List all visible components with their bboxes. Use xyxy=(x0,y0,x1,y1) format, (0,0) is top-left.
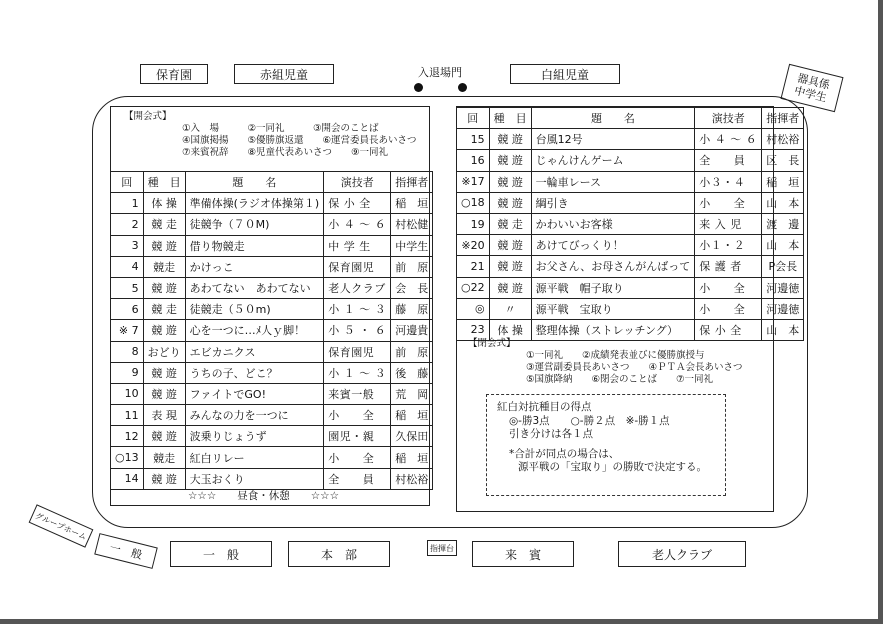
event-title: 綱引き xyxy=(531,192,695,213)
event-title: 紅白リレー xyxy=(185,447,324,468)
header-title: 題 名 xyxy=(185,172,324,193)
closing-line-1: ①一同礼 ②成績発表並びに優勝旗授与 xyxy=(526,350,705,361)
left-program-table xyxy=(110,171,433,490)
table-row xyxy=(111,214,433,235)
event-title: うちの子、どこ？ xyxy=(185,362,324,383)
table-row xyxy=(111,320,433,341)
event-kind: 競走 xyxy=(143,256,185,277)
event-kind: 競 走 xyxy=(143,214,185,235)
row-number: 4 xyxy=(111,256,144,277)
performers: 小 全 xyxy=(324,447,391,468)
row-number: ※20 xyxy=(457,235,490,256)
performers: 小１・２ xyxy=(695,235,762,256)
event-kind: 競 遊 xyxy=(489,150,531,171)
event-title: 借り物競走 xyxy=(185,235,324,256)
performers: 小 １ ～ ３ xyxy=(324,299,391,320)
table-row xyxy=(111,235,433,256)
event-title: 一輪車レース xyxy=(531,171,695,192)
row-number: 12 xyxy=(111,426,144,447)
event-kind: 競 遊 xyxy=(143,383,185,404)
event-title: かけっこ xyxy=(185,256,324,277)
opening-ceremony xyxy=(124,111,417,159)
event-title: あけてびっくり！ xyxy=(531,235,695,256)
table-row xyxy=(457,235,804,256)
scoring-line-3: 引き分けは各１点 xyxy=(509,428,593,440)
white-team-label: 白組児童 xyxy=(540,67,589,82)
performers: 園児・親 xyxy=(324,426,391,447)
event-title: 準備体操(ラジオ体操第１) xyxy=(185,193,324,214)
opening-line-2: ④国旗掲揚 ⑤優勝旗返還 ⑥運営委員長あいさつ xyxy=(182,135,417,146)
event-kind: 競 遊 xyxy=(489,171,531,192)
scoring-line-6: 源平戦の「宝取り」の勝敗で決定する。 xyxy=(497,461,707,473)
event-kind: 競 遊 xyxy=(143,277,185,298)
headquarters-label: 本 部 xyxy=(320,547,357,562)
table-row xyxy=(457,150,804,171)
leader: 稲 垣 xyxy=(391,193,433,214)
performers: 保 護 者 xyxy=(695,256,762,277)
header-no: 回 xyxy=(111,172,144,193)
nursery-label: 保育園 xyxy=(155,67,192,82)
event-kind: 競 遊 xyxy=(489,235,531,256)
gate-post-right xyxy=(458,83,467,92)
performers: 老人クラブ xyxy=(324,277,391,298)
table-row xyxy=(457,129,804,150)
leader: 村松裕 xyxy=(391,468,433,489)
header-performer: 演技者 xyxy=(324,172,391,193)
table-row xyxy=(457,192,804,213)
header-performer: 演技者 xyxy=(695,108,762,129)
scoring-note xyxy=(486,394,726,496)
performers: 全 員 xyxy=(324,468,391,489)
event-kind: 体 操 xyxy=(489,319,531,340)
scoring-line-5: *合計が同点の場合は、 xyxy=(509,447,620,460)
row-number: 6 xyxy=(111,299,144,320)
row-number: 16 xyxy=(457,150,490,171)
event-kind: 競 遊 xyxy=(143,468,185,489)
table-header-row xyxy=(111,172,433,193)
red-team-box xyxy=(234,64,334,84)
leader: 稲 垣 xyxy=(391,405,433,426)
row-number: 8 xyxy=(111,341,144,362)
performers: 小３・４ xyxy=(695,171,762,192)
header-no: 回 xyxy=(457,108,490,129)
performers: 小 全 xyxy=(324,405,391,426)
event-kind: 競 走 xyxy=(489,213,531,234)
row-number: 2 xyxy=(111,214,144,235)
leader: 河邊貴 xyxy=(391,320,433,341)
event-kind: 競 遊 xyxy=(143,362,185,383)
performers: 小 ４ ～ ６ xyxy=(695,129,762,150)
right-program-table xyxy=(456,107,804,341)
row-number: ◎ xyxy=(457,298,490,319)
row-number: 10 xyxy=(111,383,144,404)
scoring-line-2: ◎-勝3点 ○-勝２点 ※-勝１点 xyxy=(509,414,670,427)
table-row xyxy=(111,383,433,404)
header-kind: 種 目 xyxy=(489,108,531,129)
table-row xyxy=(111,362,433,383)
leader: 渡 邊 xyxy=(762,213,804,234)
leader: 藤 原 xyxy=(391,299,433,320)
guests-box xyxy=(472,541,574,567)
leader: 区 長 xyxy=(762,150,804,171)
row-number: ○18 xyxy=(457,192,490,213)
lunch-break-label: ☆☆☆ 昼食・休憩 ☆☆☆ xyxy=(188,490,339,502)
event-title: 整理体操（ストレッチング） xyxy=(531,319,695,340)
leader: 村松健 xyxy=(391,214,433,235)
event-title: 源平戦 宝取り xyxy=(531,298,695,319)
performers: 小 ５ ・ ６ xyxy=(324,320,391,341)
leader: 荒 岡 xyxy=(391,383,433,404)
event-title: 波乗りじょうず xyxy=(185,426,324,447)
event-kind: 競 遊 xyxy=(489,192,531,213)
event-title: 大玉おくり xyxy=(185,468,324,489)
event-kind: 競 遊 xyxy=(143,235,185,256)
performers: 全 員 xyxy=(695,150,762,171)
leader: 村松裕 xyxy=(762,129,804,150)
elders-box xyxy=(618,541,746,567)
performers: 保 小 全 xyxy=(695,319,762,340)
row-number: 19 xyxy=(457,213,490,234)
gate-label: 入退場門 xyxy=(418,66,462,79)
event-title: じゃんけんゲーム xyxy=(531,150,695,171)
row-number: 11 xyxy=(111,405,144,426)
event-title: ファイトでGO! xyxy=(185,383,324,404)
podium-box xyxy=(427,540,457,556)
event-title: エビカニクス xyxy=(185,341,324,362)
performers: 保育園児 xyxy=(324,256,391,277)
performers: 保育園児 xyxy=(324,341,391,362)
row-number: 15 xyxy=(457,129,490,150)
table-row xyxy=(457,256,804,277)
leader: 前 原 xyxy=(391,256,433,277)
event-kind: 体 操 xyxy=(143,193,185,214)
table-row xyxy=(457,277,804,298)
table-row xyxy=(111,277,433,298)
leader: 河邊徳 xyxy=(762,298,804,319)
headquarters-box xyxy=(288,541,390,567)
performers: 来賓一般 xyxy=(324,383,391,404)
leader: 河邊徳 xyxy=(762,277,804,298)
leader: 稲 垣 xyxy=(391,447,433,468)
performers: 中 学 生 xyxy=(324,235,391,256)
leader: 後 藤 xyxy=(391,362,433,383)
table-row xyxy=(111,299,433,320)
event-kind: 競 遊 xyxy=(489,129,531,150)
row-number: 3 xyxy=(111,235,144,256)
row-number: 14 xyxy=(111,468,144,489)
table-header-row xyxy=(457,108,804,129)
performers: 保 小 全 xyxy=(324,193,391,214)
event-title: お父さん、お母さんがんばって xyxy=(531,256,695,277)
table-row xyxy=(457,298,804,319)
general-label: 一 般 xyxy=(202,547,239,562)
performers: 小 全 xyxy=(695,277,762,298)
event-kind: 競 遊 xyxy=(489,256,531,277)
event-title: 台風12号 xyxy=(531,129,695,150)
event-kind: おどり xyxy=(143,341,185,362)
row-number: 1 xyxy=(111,193,144,214)
performers: 小 全 xyxy=(695,298,762,319)
table-row xyxy=(111,193,433,214)
header-title: 題 名 xyxy=(531,108,695,129)
table-row xyxy=(111,447,433,468)
header-kind: 種 目 xyxy=(143,172,185,193)
table-row xyxy=(111,341,433,362)
event-title: みんなの力を一つに xyxy=(185,405,324,426)
row-number: ○13 xyxy=(111,447,144,468)
event-title: 徒競走（５０m) xyxy=(185,299,324,320)
event-title: かわいいお客様 xyxy=(531,213,695,234)
leader: 会 長 xyxy=(391,277,433,298)
leader: 前 原 xyxy=(391,341,433,362)
opening-line-1: ①入 場 ②一同礼 ③開会のことば xyxy=(182,123,379,134)
performers: 小 ４ ～ ６ xyxy=(324,214,391,235)
event-title: 徒競争（７０M) xyxy=(185,214,324,235)
leader: 稲 垣 xyxy=(762,171,804,192)
leader: 山 本 xyxy=(762,319,804,340)
white-team-box xyxy=(510,64,620,84)
performers: 来 入 児 xyxy=(695,213,762,234)
table-row xyxy=(111,405,433,426)
closing-line-3: ⑤国旗降納 ⑥閉会のことば ⑦一同礼 xyxy=(526,374,714,385)
opening-line-3: ⑦来賓祝辞 ⑧児童代表あいさつ ⑨一同礼 xyxy=(182,147,389,158)
nursery-box xyxy=(140,64,208,84)
red-team-label: 赤組児童 xyxy=(259,67,308,82)
table-row xyxy=(457,213,804,234)
row-number: ○22 xyxy=(457,277,490,298)
row-number: ※17 xyxy=(457,171,490,192)
event-kind: 競走 xyxy=(143,447,185,468)
general-left-label: 一 般 xyxy=(108,541,144,562)
table-row xyxy=(111,426,433,447)
row-number: 9 xyxy=(111,362,144,383)
podium-label: 指揮台 xyxy=(430,543,454,553)
event-kind: 〃 xyxy=(489,298,531,319)
opening-heading: 【開会式】 xyxy=(124,111,172,122)
leader: 山 本 xyxy=(762,192,804,213)
event-title: あわてない あわてない xyxy=(185,277,324,298)
event-kind: 競 遊 xyxy=(143,320,185,341)
header-leader: 指揮者 xyxy=(762,108,804,129)
closing-line-2: ③運営副委員長あいさつ ④ＰＴＡ会長あいさつ xyxy=(526,362,743,373)
closing-heading: 【閉会式】 xyxy=(468,338,516,349)
leader: P会長 xyxy=(762,256,804,277)
equipment-label: 器具係 中学生 xyxy=(792,71,832,105)
gate-post-left xyxy=(414,83,423,92)
performers: 小 全 xyxy=(695,192,762,213)
event-kind: 表 現 xyxy=(143,405,185,426)
row-number: 5 xyxy=(111,277,144,298)
header-leader: 指揮者 xyxy=(391,172,433,193)
leader: 山 本 xyxy=(762,235,804,256)
scoring-line-1: 紅白対抗種目の得点 xyxy=(497,401,592,413)
closing-ceremony xyxy=(468,338,743,386)
event-kind: 競 走 xyxy=(143,299,185,320)
table-row xyxy=(111,256,433,277)
row-number: 21 xyxy=(457,256,490,277)
table-row xyxy=(457,171,804,192)
general-box xyxy=(170,541,272,567)
group-home-label: グループホーム xyxy=(33,510,89,542)
event-kind: 競 遊 xyxy=(143,426,185,447)
row-number: 23 xyxy=(457,319,490,340)
leader: 中学生 xyxy=(391,235,433,256)
table-row xyxy=(111,468,433,489)
row-number: ※ 7 xyxy=(111,320,144,341)
event-kind: 競 遊 xyxy=(489,277,531,298)
leader: 久保田 xyxy=(391,426,433,447)
elders-label: 老人クラブ xyxy=(651,547,712,562)
guests-label: 来 賓 xyxy=(504,547,541,562)
event-title: 心を一つに…ﾒ人ｙ脚！ xyxy=(185,320,324,341)
event-title: 源平戦 帽子取り xyxy=(531,277,695,298)
performers: 小 １ ～ ３ xyxy=(324,362,391,383)
